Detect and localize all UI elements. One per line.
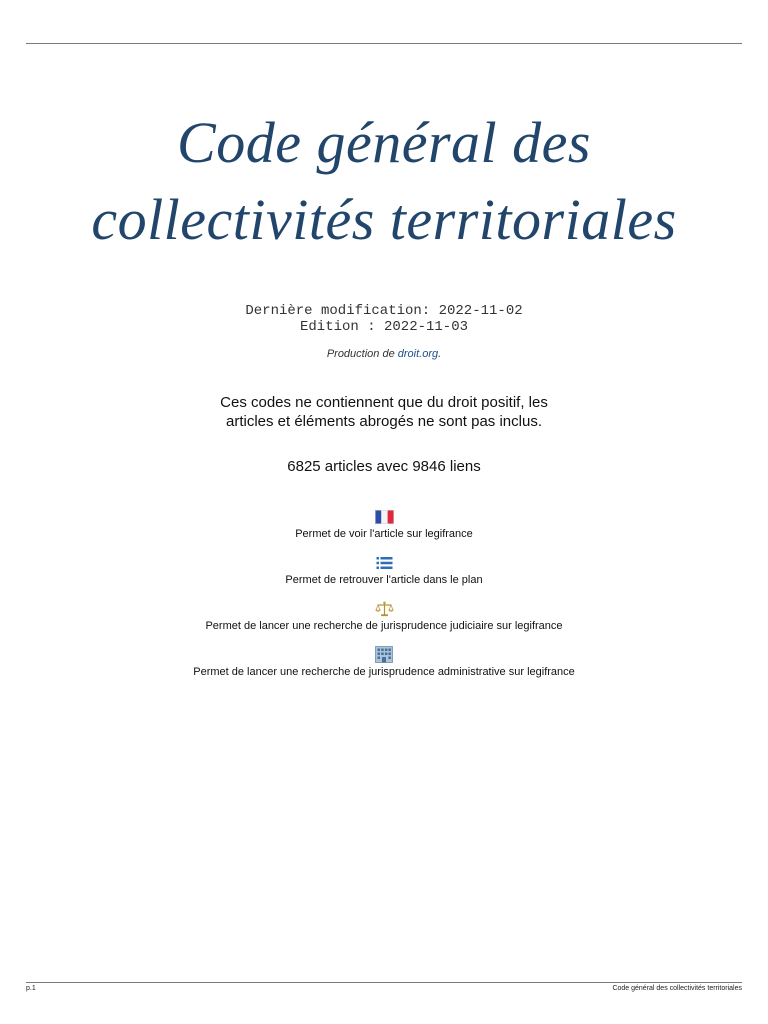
edition-date: Edition : 2022-11-03 [299,319,469,335]
icon-legend [0,508,768,692]
document-meta [0,303,768,335]
french-flag-icon [375,508,394,525]
notice-line-2: articles et éléments abrogés ne sont pas inclus. [225,413,542,430]
title-line-1: Code général des [177,110,591,175]
legend-item-judiciaire [0,600,768,646]
legend-item-administrative [0,646,768,692]
bottom-divider [26,982,742,983]
legend-text: Permet de voir l'article sur legifrance [295,528,473,540]
page-number: p.1 [26,985,36,992]
legend-text: Permet de retrouver l'article dans le plan [285,574,483,586]
building-icon [375,646,393,663]
notice-line-1: Ces codes ne contiennent que du droit positif, les [220,394,548,411]
droit-org-link[interactable]: droit.org [397,348,439,360]
list-icon [376,554,393,571]
production-suffix: . [438,348,442,360]
top-divider [26,43,742,44]
last-modified: Dernière modification: 2022-11-02 [245,303,523,319]
scales-icon [375,600,394,617]
legend-text: Permet de lancer une recherche de jurisprudence administrative sur legifrance [193,666,575,678]
legend-item-legifrance [0,508,768,554]
title-line-2: collectivités territoriales [91,187,677,252]
positive-law-notice [0,393,768,431]
legend-item-plan [0,554,768,600]
legend-text: Permet de lancer une recherche de jurisprudence judiciaire sur legifrance [205,620,563,632]
article-count: 6825 articles avec 9846 liens [287,458,481,475]
production-credit [0,348,768,360]
footer-title: Code général des collectivités territoriales [612,985,742,992]
production-prefix: Production de [326,348,398,360]
document-title [0,104,768,258]
